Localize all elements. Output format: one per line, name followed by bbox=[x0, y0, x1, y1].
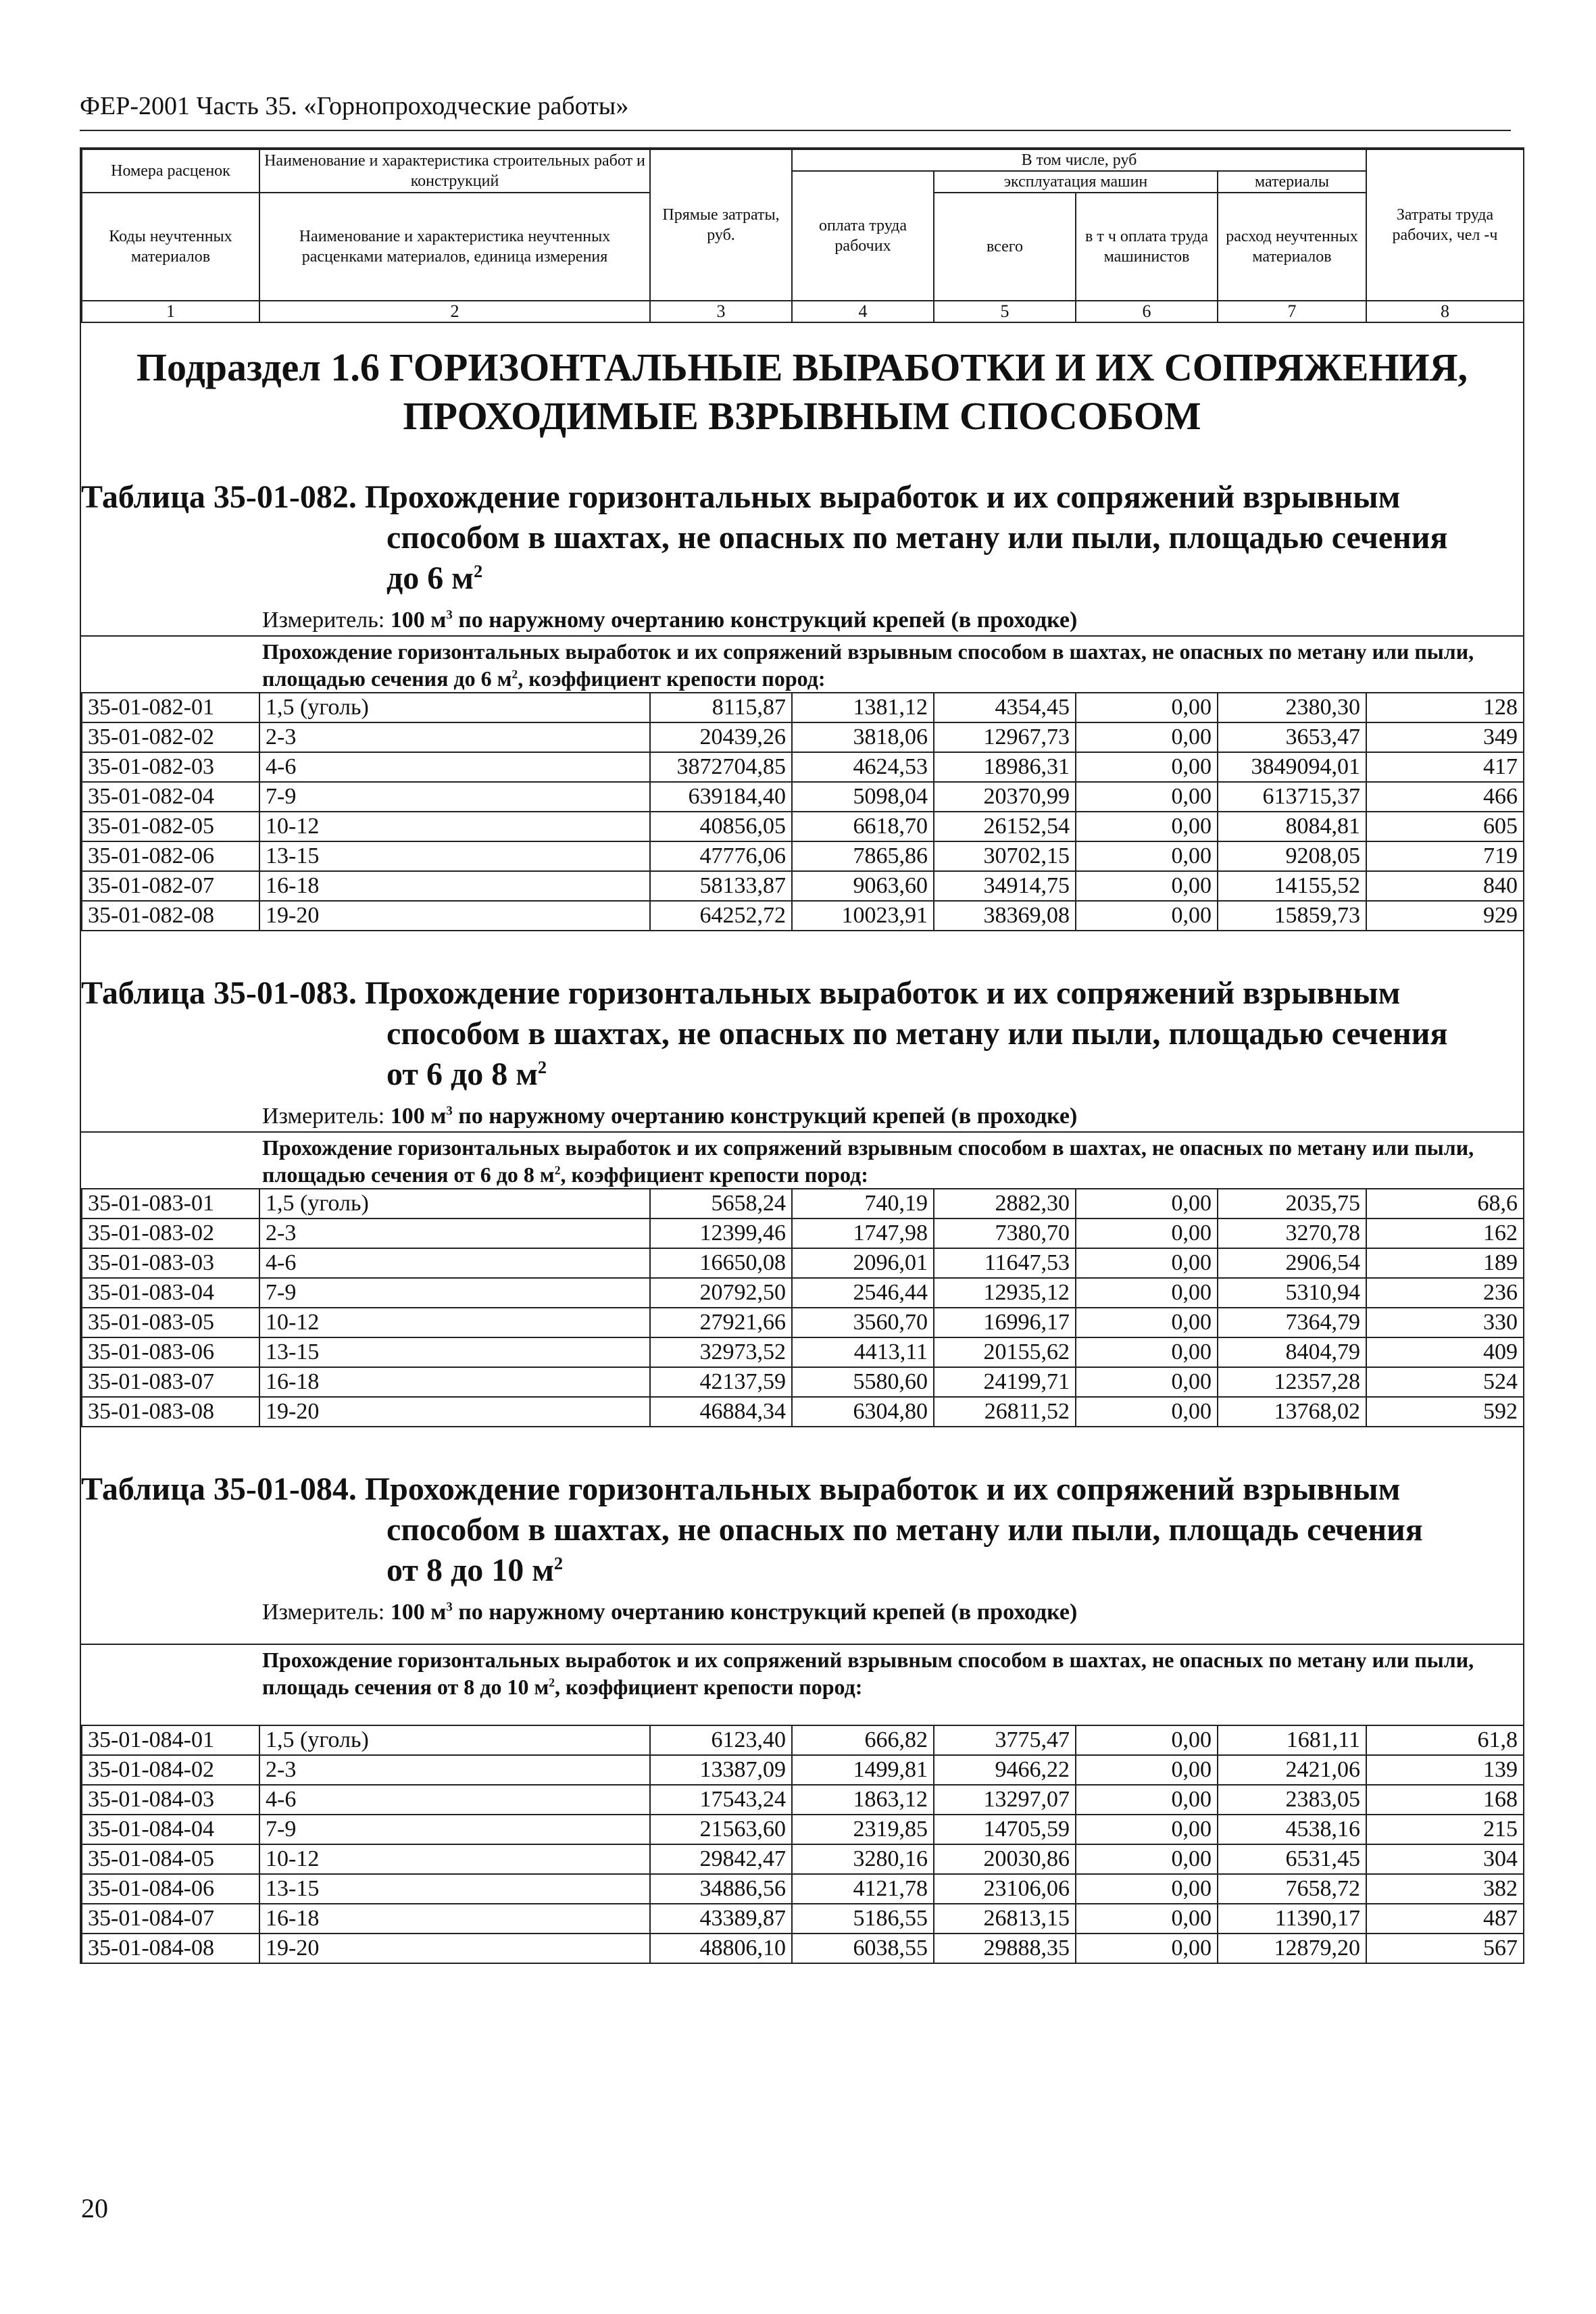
description-text: Прохождение горизонтальных выработок и их сопряжений взрывным способом в шахтах, не опасных по метану или пыли, площадью сечения до 6 м bbox=[262, 639, 1474, 691]
value-cell: 382 bbox=[1366, 1874, 1524, 1904]
value-cell: 9466,22 bbox=[934, 1755, 1076, 1785]
rock-hardness-cell: 10-12 bbox=[259, 812, 650, 841]
rock-hardness-cell: 13-15 bbox=[259, 1874, 650, 1904]
value-cell: 740,19 bbox=[792, 1189, 934, 1218]
value-cell: 23106,06 bbox=[934, 1874, 1076, 1904]
rate-code-cell: 35-01-084-01 bbox=[82, 1725, 259, 1755]
value-cell: 13297,07 bbox=[934, 1785, 1076, 1815]
value-cell: 8115,87 bbox=[650, 693, 792, 722]
value-cell: 5580,60 bbox=[792, 1367, 934, 1397]
value-cell: 0,00 bbox=[1076, 1367, 1218, 1397]
value-cell: 17543,24 bbox=[650, 1785, 792, 1815]
table-row bbox=[82, 1755, 1524, 1785]
rock-hardness-cell: 19-20 bbox=[259, 1397, 650, 1427]
value-cell: 524 bbox=[1366, 1367, 1524, 1397]
value-cell: 2421,06 bbox=[1218, 1755, 1366, 1785]
value-cell: 9063,60 bbox=[792, 871, 934, 901]
value-cell: 0,00 bbox=[1076, 752, 1218, 782]
value-cell: 5098,04 bbox=[792, 782, 934, 812]
table-row bbox=[82, 782, 1524, 812]
rate-code-cell: 35-01-083-02 bbox=[82, 1218, 259, 1248]
value-cell: 3560,70 bbox=[792, 1308, 934, 1337]
col-header-material-codes: Коды неучтенных материалов bbox=[82, 193, 259, 301]
value-cell: 8084,81 bbox=[1218, 812, 1366, 841]
value-cell: 26152,54 bbox=[934, 812, 1076, 841]
col-header-work-name: Наименование и характеристика строительных работ и конструкций bbox=[259, 149, 650, 193]
rock-hardness-cell: 16-18 bbox=[259, 1367, 650, 1397]
value-cell: 0,00 bbox=[1076, 1248, 1218, 1278]
value-cell: 236 bbox=[1366, 1278, 1524, 1308]
value-cell: 2882,30 bbox=[934, 1189, 1076, 1218]
value-cell: 605 bbox=[1366, 812, 1524, 841]
value-cell: 1863,12 bbox=[792, 1785, 934, 1815]
rate-code-cell: 35-01-083-07 bbox=[82, 1367, 259, 1397]
value-cell: 3872704,85 bbox=[650, 752, 792, 782]
value-cell: 592 bbox=[1366, 1397, 1524, 1427]
document-frame bbox=[80, 147, 1524, 1964]
rate-table-block bbox=[81, 973, 1523, 1427]
value-cell: 43389,87 bbox=[650, 1904, 792, 1934]
value-cell: 0,00 bbox=[1076, 1308, 1218, 1337]
value-cell: 29842,47 bbox=[650, 1844, 792, 1874]
rate-code-cell: 35-01-082-02 bbox=[82, 722, 259, 752]
value-cell: 20792,50 bbox=[650, 1278, 792, 1308]
table-row bbox=[82, 693, 1524, 722]
value-cell: 20370,99 bbox=[934, 782, 1076, 812]
value-cell: 189 bbox=[1366, 1248, 1524, 1278]
value-cell: 20030,86 bbox=[934, 1844, 1076, 1874]
value-cell: 16996,17 bbox=[934, 1308, 1076, 1337]
value-cell: 0,00 bbox=[1076, 812, 1218, 841]
table-row bbox=[82, 812, 1524, 841]
col-header-machine-exploitation: эксплуатация машин bbox=[934, 171, 1218, 193]
value-cell: 4624,53 bbox=[792, 752, 934, 782]
value-cell: 13768,02 bbox=[1218, 1397, 1366, 1427]
page-number: 20 bbox=[81, 2193, 108, 2223]
value-cell: 0,00 bbox=[1076, 901, 1218, 931]
value-cell: 12935,12 bbox=[934, 1278, 1076, 1308]
value-cell: 139 bbox=[1366, 1755, 1524, 1785]
value-cell: 6304,80 bbox=[792, 1397, 934, 1427]
rate-code-cell: 35-01-083-03 bbox=[82, 1248, 259, 1278]
value-cell: 1381,12 bbox=[792, 693, 934, 722]
value-cell: 0,00 bbox=[1076, 1904, 1218, 1934]
value-cell: 0,00 bbox=[1076, 1337, 1218, 1367]
rate-table-block bbox=[81, 1469, 1523, 1964]
description-text: Прохождение горизонтальных выработок и их сопряжений взрывным способом в шахтах, не опасных по метану или пыли, площадь сечения от 8 до 10 м bbox=[262, 1648, 1474, 1699]
value-cell: 12399,46 bbox=[650, 1218, 792, 1248]
superscript: 2 bbox=[554, 1163, 561, 1177]
rate-code-cell: 35-01-084-02 bbox=[82, 1755, 259, 1785]
value-cell: 0,00 bbox=[1076, 1844, 1218, 1874]
rock-hardness-cell: 1,5 (уголь) bbox=[259, 1189, 650, 1218]
table-title-line: Прохождение горизонтальных выработок и их сопряжений взрывным bbox=[364, 975, 1401, 1011]
col-number: 6 bbox=[1076, 301, 1218, 322]
value-cell: 0,00 bbox=[1076, 782, 1218, 812]
tables-container bbox=[81, 477, 1523, 1964]
value-cell: 0,00 bbox=[1076, 1815, 1218, 1844]
value-cell: 6123,40 bbox=[650, 1725, 792, 1755]
measure-label: Измеритель: bbox=[262, 1104, 391, 1129]
value-cell: 0,00 bbox=[1076, 1397, 1218, 1427]
value-cell: 34914,75 bbox=[934, 871, 1076, 901]
value-cell: 6038,55 bbox=[792, 1934, 934, 1963]
value-cell: 1747,98 bbox=[792, 1218, 934, 1248]
value-cell: 6618,70 bbox=[792, 812, 934, 841]
rock-hardness-cell: 1,5 (уголь) bbox=[259, 1725, 650, 1755]
col-number: 8 bbox=[1366, 301, 1524, 322]
superscript: 3 bbox=[446, 608, 453, 622]
value-cell: 4354,45 bbox=[934, 693, 1076, 722]
table-title-line: от 6 до 8 м bbox=[386, 1056, 538, 1092]
value-cell: 466 bbox=[1366, 782, 1524, 812]
value-cell: 1499,81 bbox=[792, 1755, 934, 1785]
table-row bbox=[82, 1308, 1524, 1337]
table-number: Таблица 35-01-082. bbox=[81, 479, 357, 515]
measure-unit-value: 100 м bbox=[390, 1104, 447, 1129]
col-number: 1 bbox=[82, 301, 259, 322]
col-header-direct-costs: Прямые затраты, руб. bbox=[650, 149, 792, 301]
rock-hardness-cell: 10-12 bbox=[259, 1308, 650, 1337]
superscript: 2 bbox=[549, 1675, 555, 1690]
value-cell: 162 bbox=[1366, 1218, 1524, 1248]
value-cell: 18986,31 bbox=[934, 752, 1076, 782]
value-cell: 128 bbox=[1366, 693, 1524, 722]
value-cell: 38369,08 bbox=[934, 901, 1076, 931]
rock-hardness-cell: 16-18 bbox=[259, 871, 650, 901]
rock-hardness-cell: 4-6 bbox=[259, 752, 650, 782]
table-row bbox=[82, 1248, 1524, 1278]
rate-code-cell: 35-01-084-05 bbox=[82, 1844, 259, 1874]
value-cell: 0,00 bbox=[1076, 1874, 1218, 1904]
value-cell: 2380,30 bbox=[1218, 693, 1366, 722]
col-number: 2 bbox=[259, 301, 650, 322]
rock-hardness-cell: 4-6 bbox=[259, 1785, 650, 1815]
table-row bbox=[82, 1874, 1524, 1904]
value-cell: 304 bbox=[1366, 1844, 1524, 1874]
value-cell: 349 bbox=[1366, 722, 1524, 752]
measure-description: по наружному очертанию конструкций крепей (в проходке) bbox=[452, 1600, 1078, 1625]
value-cell: 40856,05 bbox=[650, 812, 792, 841]
work-description bbox=[81, 1131, 1523, 1188]
description-text: , коэффициент крепости пород: bbox=[555, 1675, 863, 1699]
table-row bbox=[82, 1904, 1524, 1934]
rate-code-cell: 35-01-084-06 bbox=[82, 1874, 259, 1904]
description-text: , коэффициент крепости пород: bbox=[560, 1162, 868, 1187]
rock-hardness-cell: 2-3 bbox=[259, 1755, 650, 1785]
value-cell: 2383,05 bbox=[1218, 1785, 1366, 1815]
value-cell: 68,6 bbox=[1366, 1189, 1524, 1218]
table-row bbox=[82, 1337, 1524, 1367]
value-cell: 10023,91 bbox=[792, 901, 934, 931]
table-row bbox=[82, 1218, 1524, 1248]
rock-hardness-cell: 7-9 bbox=[259, 1815, 650, 1844]
table-title-line: способом в шахтах, не опасных по метану или пыли, площадью сечения bbox=[386, 1016, 1448, 1052]
rate-code-cell: 35-01-082-07 bbox=[82, 871, 259, 901]
rock-hardness-cell: 19-20 bbox=[259, 901, 650, 931]
description-text: , коэффициент крепости пород: bbox=[518, 666, 826, 691]
rock-hardness-cell: 2-3 bbox=[259, 1218, 650, 1248]
table-title-line: способом в шахтах, не опасных по метану или пыли, площадью сечения bbox=[386, 520, 1448, 556]
table-title bbox=[81, 477, 1523, 599]
col-number: 4 bbox=[792, 301, 934, 322]
table-title-line: Прохождение горизонтальных выработок и их сопряжений взрывным bbox=[364, 479, 1401, 515]
value-cell: 32973,52 bbox=[650, 1337, 792, 1367]
table-row bbox=[82, 901, 1524, 931]
value-cell: 5186,55 bbox=[792, 1904, 934, 1934]
rate-code-cell: 35-01-083-01 bbox=[82, 1189, 259, 1218]
rate-code-cell: 35-01-082-01 bbox=[82, 693, 259, 722]
description-text: Прохождение горизонтальных выработок и их сопряжений взрывным способом в шахтах, не опасных по метану или пыли, площадью сечения от 6 до 8 м bbox=[262, 1135, 1474, 1187]
rock-hardness-cell: 1,5 (уголь) bbox=[259, 693, 650, 722]
rate-table-block bbox=[81, 477, 1523, 931]
rock-hardness-cell: 2-3 bbox=[259, 722, 650, 752]
work-description bbox=[81, 635, 1523, 692]
value-cell: 3775,47 bbox=[934, 1725, 1076, 1755]
value-cell: 2319,85 bbox=[792, 1815, 934, 1844]
value-cell: 12967,73 bbox=[934, 722, 1076, 752]
measure-unit-value: 100 м bbox=[390, 1600, 447, 1625]
rock-hardness-cell: 16-18 bbox=[259, 1904, 650, 1934]
value-cell: 8404,79 bbox=[1218, 1337, 1366, 1367]
measure-label: Измеритель: bbox=[262, 1600, 391, 1625]
table-row bbox=[82, 871, 1524, 901]
value-cell: 48806,10 bbox=[650, 1934, 792, 1963]
measure-unit bbox=[81, 1102, 1523, 1131]
rock-hardness-cell: 7-9 bbox=[259, 1278, 650, 1308]
col-header-including: В том числе, руб bbox=[792, 149, 1366, 171]
value-cell: 0,00 bbox=[1076, 1725, 1218, 1755]
rates-table bbox=[81, 1188, 1524, 1427]
value-cell: 0,00 bbox=[1076, 1785, 1218, 1815]
value-cell: 3849094,01 bbox=[1218, 752, 1366, 782]
rock-hardness-cell: 10-12 bbox=[259, 1844, 650, 1874]
table-title bbox=[81, 1469, 1523, 1591]
value-cell: 58133,87 bbox=[650, 871, 792, 901]
value-cell: 16650,08 bbox=[650, 1248, 792, 1278]
value-cell: 3280,16 bbox=[792, 1844, 934, 1874]
value-cell: 20439,26 bbox=[650, 722, 792, 752]
table-number: Таблица 35-01-083. bbox=[81, 975, 357, 1011]
value-cell: 417 bbox=[1366, 752, 1524, 782]
measure-description: по наружному очертанию конструкций крепей (в проходке) bbox=[452, 608, 1078, 633]
value-cell: 47776,06 bbox=[650, 841, 792, 871]
rock-hardness-cell: 4-6 bbox=[259, 1248, 650, 1278]
value-cell: 666,82 bbox=[792, 1725, 934, 1755]
table-row bbox=[82, 1934, 1524, 1963]
value-cell: 9208,05 bbox=[1218, 841, 1366, 871]
value-cell: 11647,53 bbox=[934, 1248, 1076, 1278]
value-cell: 0,00 bbox=[1076, 841, 1218, 871]
value-cell: 30702,15 bbox=[934, 841, 1076, 871]
col-header-rate-numbers: Номера расценок bbox=[82, 149, 259, 193]
col-header-material-consumption: расход неучтенных материалов bbox=[1218, 193, 1366, 301]
value-cell: 12879,20 bbox=[1218, 1934, 1366, 1963]
table-row bbox=[82, 1367, 1524, 1397]
table-row bbox=[82, 1278, 1524, 1308]
value-cell: 14705,59 bbox=[934, 1815, 1076, 1844]
value-cell: 2546,44 bbox=[792, 1278, 934, 1308]
value-cell: 64252,72 bbox=[650, 901, 792, 931]
table-title-line: до 6 м bbox=[386, 560, 474, 596]
measure-description: по наружному очертанию конструкций крепей (в проходке) bbox=[452, 1104, 1078, 1129]
superscript: 2 bbox=[473, 561, 483, 581]
table-title-line: от 8 до 10 м bbox=[386, 1552, 554, 1588]
rate-code-cell: 35-01-083-05 bbox=[82, 1308, 259, 1337]
rate-code-cell: 35-01-082-03 bbox=[82, 752, 259, 782]
value-cell: 15859,73 bbox=[1218, 901, 1366, 931]
rate-code-cell: 35-01-082-08 bbox=[82, 901, 259, 931]
value-cell: 3653,47 bbox=[1218, 722, 1366, 752]
value-cell: 20155,62 bbox=[934, 1337, 1076, 1367]
col-number: 5 bbox=[934, 301, 1076, 322]
rate-code-cell: 35-01-084-03 bbox=[82, 1785, 259, 1815]
rock-hardness-cell: 13-15 bbox=[259, 841, 650, 871]
table-row bbox=[82, 1785, 1524, 1815]
value-cell: 3270,78 bbox=[1218, 1218, 1366, 1248]
value-cell: 5658,24 bbox=[650, 1189, 792, 1218]
value-cell: 46884,34 bbox=[650, 1397, 792, 1427]
value-cell: 840 bbox=[1366, 871, 1524, 901]
value-cell: 719 bbox=[1366, 841, 1524, 871]
value-cell: 12357,28 bbox=[1218, 1367, 1366, 1397]
rate-code-cell: 35-01-083-08 bbox=[82, 1397, 259, 1427]
rate-code-cell: 35-01-083-04 bbox=[82, 1278, 259, 1308]
table-row bbox=[82, 1725, 1524, 1755]
table-row bbox=[82, 1189, 1524, 1218]
value-cell: 1681,11 bbox=[1218, 1725, 1366, 1755]
measure-unit bbox=[81, 1598, 1523, 1627]
table-row bbox=[82, 1397, 1524, 1427]
table-row bbox=[82, 722, 1524, 752]
value-cell: 0,00 bbox=[1076, 1934, 1218, 1963]
table-title-line: способом в шахтах, не опасных по метану или пыли, площадь сечения bbox=[386, 1512, 1423, 1548]
value-cell: 0,00 bbox=[1076, 722, 1218, 752]
superscript: 2 bbox=[537, 1057, 547, 1077]
value-cell: 409 bbox=[1366, 1337, 1524, 1367]
table-row bbox=[82, 1815, 1524, 1844]
value-cell: 929 bbox=[1366, 901, 1524, 931]
rate-code-cell: 35-01-082-04 bbox=[82, 782, 259, 812]
value-cell: 7380,70 bbox=[934, 1218, 1076, 1248]
value-cell: 27921,66 bbox=[650, 1308, 792, 1337]
value-cell: 24199,71 bbox=[934, 1367, 1076, 1397]
value-cell: 0,00 bbox=[1076, 1755, 1218, 1785]
col-number: 7 bbox=[1218, 301, 1366, 322]
table-row bbox=[82, 1844, 1524, 1874]
value-cell: 26811,52 bbox=[934, 1397, 1076, 1427]
rate-code-cell: 35-01-082-06 bbox=[82, 841, 259, 871]
rate-code-cell: 35-01-084-04 bbox=[82, 1815, 259, 1844]
rate-code-cell: 35-01-082-05 bbox=[82, 812, 259, 841]
rate-code-cell: 35-01-084-08 bbox=[82, 1934, 259, 1963]
value-cell: 639184,40 bbox=[650, 782, 792, 812]
superscript: 3 bbox=[446, 1600, 453, 1615]
rock-hardness-cell: 13-15 bbox=[259, 1337, 650, 1367]
value-cell: 0,00 bbox=[1076, 1218, 1218, 1248]
col-header-material-name: Наименование и характеристика неучтенных расценками материалов, единица измерения bbox=[259, 193, 650, 301]
table-title-line: Прохождение горизонтальных выработок и их сопряжений взрывным bbox=[364, 1471, 1401, 1507]
table-number: Таблица 35-01-084. bbox=[81, 1471, 357, 1507]
value-cell: 6531,45 bbox=[1218, 1844, 1366, 1874]
col-header-worker-pay: оплата труда рабочих bbox=[792, 171, 934, 301]
table-row bbox=[82, 841, 1524, 871]
value-cell: 4413,11 bbox=[792, 1337, 934, 1367]
value-cell: 11390,17 bbox=[1218, 1904, 1366, 1934]
value-cell: 3818,06 bbox=[792, 722, 934, 752]
col-header-machine-total: всего bbox=[934, 193, 1076, 301]
measure-unit-value: 100 м bbox=[390, 608, 447, 633]
value-cell: 26813,15 bbox=[934, 1904, 1076, 1934]
superscript: 2 bbox=[553, 1553, 564, 1573]
value-cell: 487 bbox=[1366, 1904, 1524, 1934]
measure-label: Измеритель: bbox=[262, 608, 391, 633]
value-cell: 0,00 bbox=[1076, 871, 1218, 901]
section-title: Подраздел 1.6 ГОРИЗОНТАЛЬНЫЕ ВЫРАБОТКИ И ИХ СОПРЯЖЕНИЯ, ПРОХОДИМЫЕ ВЗРЫВНЫМ СПОСОБОМ bbox=[136, 345, 1468, 438]
rates-table bbox=[81, 692, 1524, 931]
value-cell: 21563,60 bbox=[650, 1815, 792, 1844]
value-cell: 0,00 bbox=[1076, 1278, 1218, 1308]
rock-hardness-cell: 19-20 bbox=[259, 1934, 650, 1963]
col-header-materials: материалы bbox=[1218, 171, 1366, 193]
value-cell: 567 bbox=[1366, 1934, 1524, 1963]
work-description bbox=[81, 1644, 1523, 1725]
value-cell: 4121,78 bbox=[792, 1874, 934, 1904]
value-cell: 42137,59 bbox=[650, 1367, 792, 1397]
col-header-operator-pay: в т ч оплата труда машинистов bbox=[1076, 193, 1218, 301]
value-cell: 330 bbox=[1366, 1308, 1524, 1337]
value-cell: 34886,56 bbox=[650, 1874, 792, 1904]
column-header-table bbox=[81, 149, 1524, 323]
value-cell: 5310,94 bbox=[1218, 1278, 1366, 1308]
page-header: ФЕР-2001 Часть 35. «Горнопроходческие работы» bbox=[80, 82, 1511, 131]
value-cell: 4538,16 bbox=[1218, 1815, 1366, 1844]
value-cell: 7865,86 bbox=[792, 841, 934, 871]
rate-code-cell: 35-01-083-06 bbox=[82, 1337, 259, 1367]
value-cell: 7658,72 bbox=[1218, 1874, 1366, 1904]
rates-table bbox=[81, 1725, 1524, 1964]
measure-unit bbox=[81, 606, 1523, 635]
value-cell: 61,8 bbox=[1366, 1725, 1524, 1755]
value-cell: 215 bbox=[1366, 1815, 1524, 1844]
value-cell: 168 bbox=[1366, 1785, 1524, 1815]
value-cell: 13387,09 bbox=[650, 1755, 792, 1785]
value-cell: 0,00 bbox=[1076, 1189, 1218, 1218]
col-number: 3 bbox=[650, 301, 792, 322]
superscript: 3 bbox=[446, 1104, 453, 1118]
value-cell: 0,00 bbox=[1076, 693, 1218, 722]
table-row bbox=[82, 752, 1524, 782]
value-cell: 14155,52 bbox=[1218, 871, 1366, 901]
value-cell: 29888,35 bbox=[934, 1934, 1076, 1963]
value-cell: 2035,75 bbox=[1218, 1189, 1366, 1218]
value-cell: 613715,37 bbox=[1218, 782, 1366, 812]
value-cell: 7364,79 bbox=[1218, 1308, 1366, 1337]
value-cell: 2096,01 bbox=[792, 1248, 934, 1278]
col-header-labor-hours: Затраты труда рабочих, чел -ч bbox=[1366, 149, 1524, 301]
table-title bbox=[81, 973, 1523, 1095]
value-cell: 2906,54 bbox=[1218, 1248, 1366, 1278]
rock-hardness-cell: 7-9 bbox=[259, 782, 650, 812]
rate-code-cell: 35-01-084-07 bbox=[82, 1904, 259, 1934]
superscript: 2 bbox=[512, 667, 518, 681]
